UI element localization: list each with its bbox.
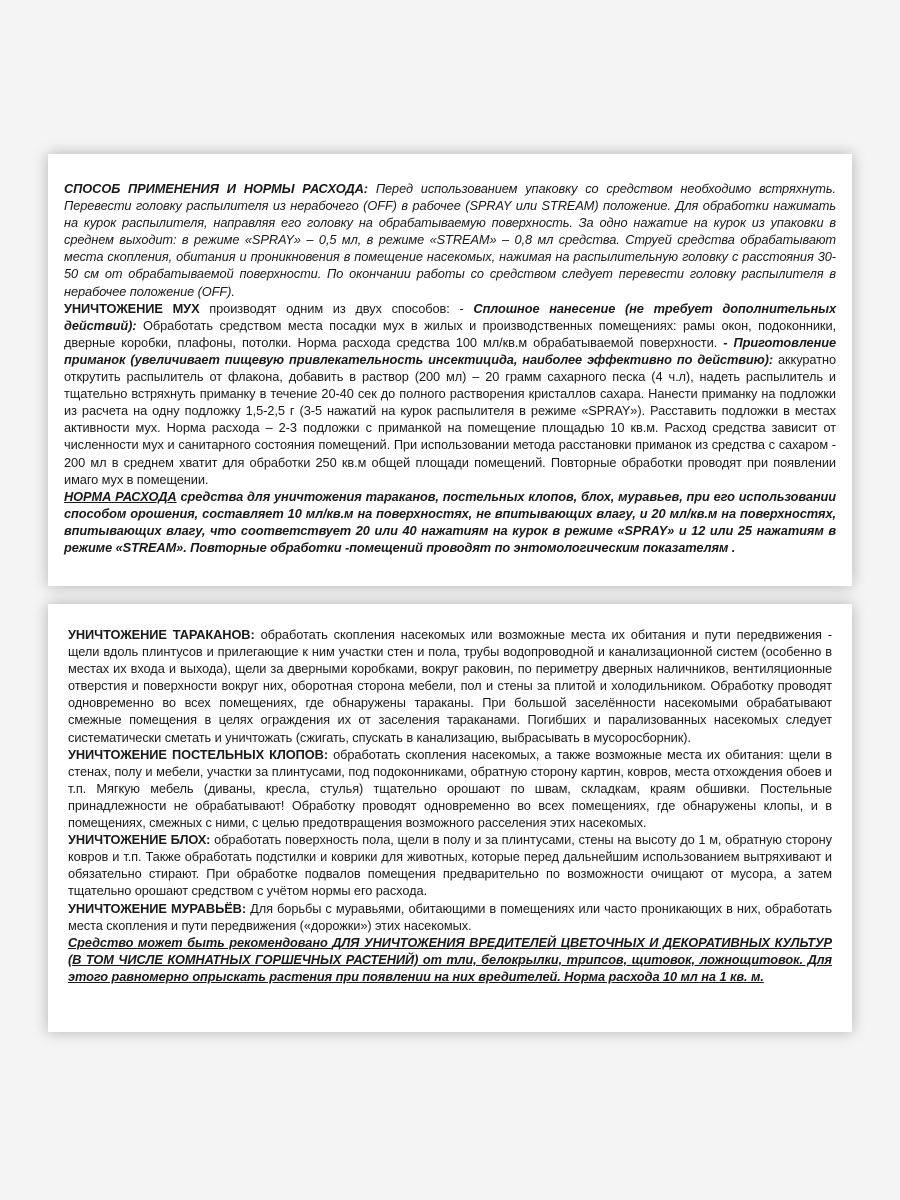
instructions-card-top [48,154,852,586]
heading-ants: УНИЧТОЖЕНИЕ МУРАВЬЁВ: [68,900,247,916]
paragraph-fleas [68,831,832,899]
heading-plants: ДЛЯ УНИЧТОЖЕНИЯ ВРЕДИТЕЛЕЙ ЦВЕТОЧНЫХ И ДЕКОРАТИВНЫХ КУЛЬТУР (В ТОМ ЧИСЛЕ КОМНАТНЫХ ГОРШЕЧНЫХ РАСТЕНИЙ) [68,934,832,967]
text-fleas: обработать поверхность пола, щели в полу и за плинтусами, стены на высоту до 1 м, обратную сторону ковров и т.п. Также обработать подстилки и коврики для животных, которые перед дальнейшим использованием вытряхивают и обязательно стирают. При обработке подвалов помещения предварительно по возможности очищают от мусора, а затем тщательно орошают средством с учётом нормы его расхода. [68,832,832,899]
heading-flies: УНИЧТОЖЕНИЕ МУХ [64,300,200,316]
paragraph-consumption-rate [64,488,836,556]
text-flies-continuous: Обработать средством места посадки мух в жилых и производственных помещениях: рамы окон, подоконники, дверные коробки, плафоны, потолки. Норма расхода средства 100 мл/кв.м обрабатываемой поверхности. [64,317,836,350]
paragraph-cockroaches [68,626,832,746]
text-flies-intro: производят одним из двух способов: - [199,300,474,316]
instructions-card-bottom [48,604,852,1032]
text-cockroaches: обработать скопления насекомых или возможные места их обитания и пути передвижения - щели вдоль плинтусов и прилегающие к ним участки стен и пола, трубы водопроводной и канализационной систем (особенно в местах их входа и выхода), щели за дверными коробками, вокруг раковин, по периметру дверных наличников, вентиляционные отверстия и поверхности вокруг них, оборотная сторона мебели, пол и стены за плитой и холодильником. Обработку проводят одновременно во всех помещениях, где обнаружены тараканы. При большой заселённости насекомыми обрабатывают смежные помещения в целях ограждения их от заселения тараканами. Погибших и парализованных насекомых следует систематически сметать и уничтожать (сжигать, спускать в канализацию, выбрасывать в мусоросборник). [68,627,832,745]
paragraph-plants [68,934,832,985]
paragraph-ants [68,900,832,934]
paragraph-application [64,180,836,300]
text-bedbugs: обработать скопления насекомых, а также возможные места их обитания: щели в стенах, полу и мебели, участки за плинтусами, под подоконниками, обратную сторону картин, ковров, места отхождения обоев и т.п. Мягкую мебель (диваны, кресла, стулья) тщательно орошают по швам, складкам, краям обшивки. Постельные принадлежности не обрабатывают! Обработку проводят одновременно во всех помещениях, где обнаружены клопы, и в помещениях, смежных с ними, с целью предотвращения возможного расселения этих насекомых. [68,746,832,831]
paragraph-flies [64,300,836,488]
text-application: Перед использованием упаковку со средством необходимо встряхнуть. Перевести головку распылителя из нерабочего (OFF) в рабочее (SPRAY или STREAM) положение. Для обработки нажимать на курок распылителя, направляя его головку на обрабатываемую поверхность. За одно нажатие на курок из упаковки в среднем выходит: в режиме «SPRAY» – 0,5 мл, в режиме «STREAM» – 0,8 мл средства. Струей средства обрабатывают места скопления, обитания и проникновения в помещение насекомых, нажимая на распылительную головку с расстояния 30-50 см от обрабатываемой поверхности. По окончании работы со средством следует перевести головку распылителя в нерабочее положение (OFF). [64,181,837,299]
paragraph-bedbugs [68,746,832,831]
text-plants-rest: от тли, белокрылки, трипсов, щитовок, ложнощитовок. Для этого равномерно опрыскать растения при появлении на них вредителей. Норма расхода 10 мл на 1 кв. м. [68,951,832,984]
text-ants: Для борьбы с муравьями, обитающими в помещениях или часто проникающих в них, обработать места скопления и пути передвижения («дорожки») этих насекомых. [68,900,833,933]
text-flies-bait: аккуратно открутить распылитель от флакона, добавить в раствор (200 мл) – 20 грамм сахарного песка (4 ч.л), надеть распылитель и тщательно встряхнуть приманку в течение 20-40 сек до полного растворения кристаллов сахара. Нанести приманку на подложки из расчета на одну подложку 1,5-2,5 г (3-5 нажатий на курок распылителя в режиме «SPRAY»). Расставить подложки в местах активности мух. Норма расхода – 2-3 подложки с приманкой на помещение площадью 10 кв.м. Расход средства зависит от численности мух и санитарного состояния помещений. При использовании метода расстановки приманок из средства с сахаром - 200 мл в среднем хватит для обработки 250 кв.м общей площади помещений. Повторные обработки проводят при появлении имаго мух в помещении. [64,351,836,487]
heading-fleas: УНИЧТОЖЕНИЕ БЛОХ: [68,832,211,848]
heading-bedbugs: УНИЧТОЖЕНИЕ ПОСТЕЛЬНЫХ КЛОПОВ: [68,746,329,762]
heading-cockroaches: УНИЧТОЖЕНИЕ ТАРАКАНОВ: [68,627,255,642]
card-bottom-text [68,626,832,985]
method-bait: - Приготовление приманок (увеличивает пищевую привлекательность инсектицида, наиболее эффективно по действию): [64,334,836,367]
heading-consumption-rate: НОРМА РАСХОДА [64,488,177,504]
text-plants-lead: Средство может быть рекомендовано [68,934,333,950]
method-continuous: Сплошное нанесение (не требует дополнительных действий): [64,300,836,333]
heading-application: СПОСОБ ПРИМЕНЕНИЯ И НОРМЫ РАСХОДА: [64,181,368,196]
card-top-text [64,180,836,556]
text-consumption-rate: средства для уничтожения тараканов, постельных клопов, блох, муравьев, при его использовании способом орошения, составляет 10 мл/кв.м на поверхностях, не впитывающих влагу, и 20 мл/кв.м на поверхностях, впитывающих влагу, что соответствует 20 или 40 нажатиям на курок в режиме «SPRAY» и 12 или 25 нажатиям в режиме «STREAM». Повторные обработки -помещений проводят по энтомологическим показателям . [64,488,836,555]
